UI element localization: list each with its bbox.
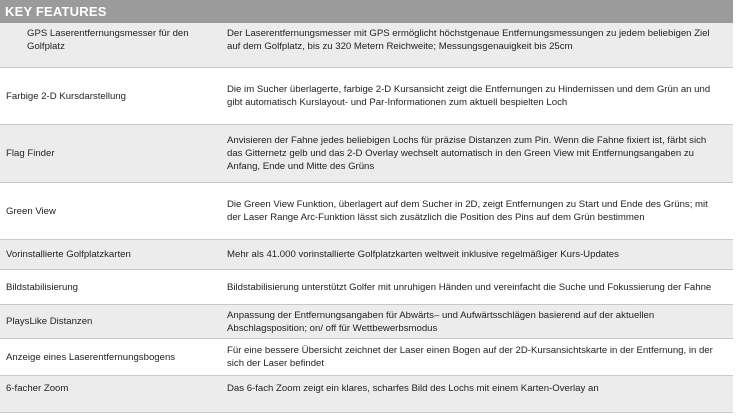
feature-name: Bildstabilisierung bbox=[0, 270, 221, 305]
feature-row bbox=[0, 270, 733, 305]
feature-row bbox=[0, 376, 733, 413]
feature-row bbox=[0, 23, 733, 68]
features-table bbox=[0, 23, 733, 413]
feature-description: Mehr als 41.000 vorinstallierte Golfplatzkarten weltweit inklusive regelmäßiger Kurs-Updates bbox=[221, 240, 733, 270]
feature-description: Die Green View Funktion, überlagert auf dem Sucher in 2D, zeigt Entfernungen zu Start und Ende des Grüns; mit der Laser Range Arc-Funktion lässt sich zusätzlich die Position des Pins auf dem Grün bestimmen bbox=[221, 183, 733, 240]
key-features-heading: KEY FEATURES bbox=[0, 0, 733, 23]
feature-description: Die im Sucher überlagerte, farbige 2-D Kursansicht zeigt die Entfernungen zu Hindernissen und dem Grün an und gibt automatisch Kurslayout- und Par-Informationen zum aktuell bespielten Loch bbox=[221, 68, 733, 125]
feature-row bbox=[0, 339, 733, 376]
feature-description: Für eine bessere Übersicht zeichnet der Laser einen Bogen auf der 2D-Kursansichtskarte in der Entfernung, in der sich der Laser befindet bbox=[221, 339, 733, 376]
feature-row bbox=[0, 183, 733, 240]
feature-description: Anvisieren der Fahne jedes beliebigen Lochs für präzise Distanzen zum Pin. Wenn die Fahne fixiert ist, färbt sich das Gitternetz gelb und das 2-D Overlay wechselt automatisch in den Green View mit Entfernungsangaben zu Anfang, Ende und Mitte des Grüns bbox=[221, 125, 733, 183]
feature-name: 6-facher Zoom bbox=[0, 376, 221, 413]
feature-name: Green View bbox=[0, 183, 221, 240]
feature-row bbox=[0, 68, 733, 125]
feature-name: Flag Finder bbox=[0, 125, 221, 183]
feature-name: Farbige 2-D Kursdarstellung bbox=[0, 68, 221, 125]
feature-description: Der Laserentfernungsmesser mit GPS ermöglicht höchstgenaue Entfernungsmessungen zu jedem beliebigen Ziel auf dem Golfplatz, bis zu 320 Metern Reichweite; Messungsgenauigkeit bis 25cm bbox=[221, 23, 733, 68]
feature-name: Anzeige eines Laserentfernungsbogens bbox=[0, 339, 221, 376]
feature-description: Anpassung der Entfernungsangaben für Abwärts– und Aufwärtsschlägen basierend auf der aktuellen Abschlagsposition; on/ off für Wettbewerbsmodus bbox=[221, 305, 733, 339]
feature-row bbox=[0, 125, 733, 183]
feature-description: Das 6-fach Zoom zeigt ein klares, scharfes Bild des Lochs mit einem Karten-Overlay an bbox=[221, 376, 733, 413]
feature-name: PlaysLike Distanzen bbox=[0, 305, 221, 339]
feature-description: Bildstabilisierung unterstützt Golfer mit unruhigen Händen und vereinfacht die Suche und Fokussierung der Fahne bbox=[221, 270, 733, 305]
feature-row bbox=[0, 305, 733, 339]
feature-name: GPS Laserentfernungsmesser für den Golfplatz bbox=[0, 23, 221, 68]
feature-row bbox=[0, 240, 733, 270]
feature-name: Vorinstallierte Golfplatzkarten bbox=[0, 240, 221, 270]
